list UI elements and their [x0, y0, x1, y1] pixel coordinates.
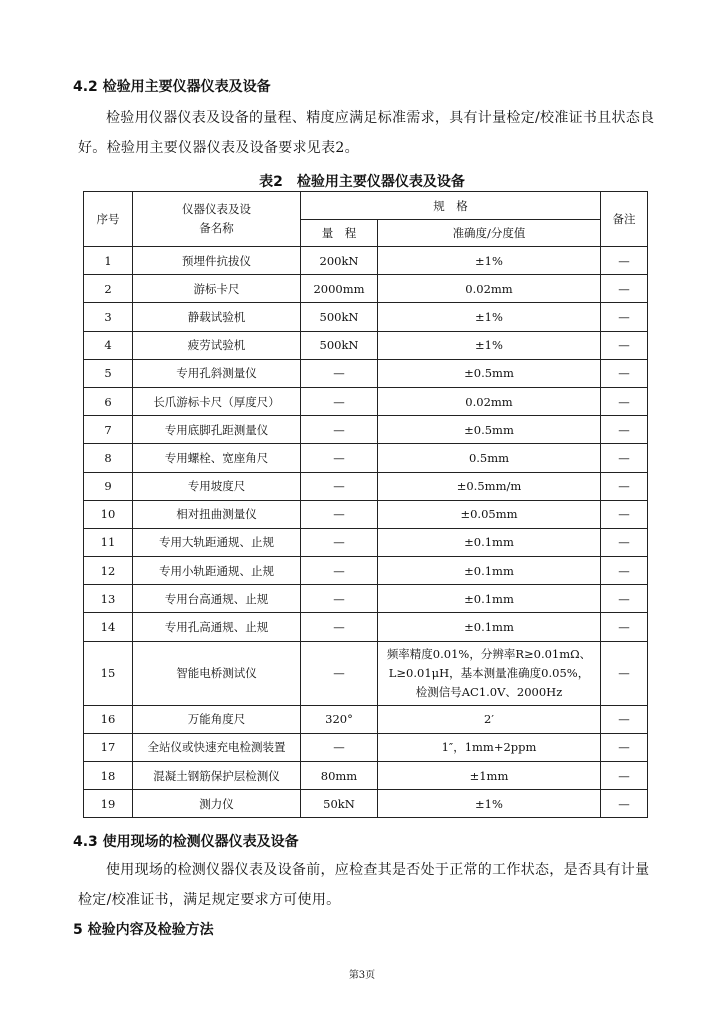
- cell-no: 12: [84, 557, 133, 585]
- precision-line: 检测信号AC1.0V、2000Hz: [415, 684, 563, 699]
- cell-remark: —: [601, 247, 648, 275]
- cell-range: —: [301, 387, 378, 415]
- table-row: [84, 585, 648, 613]
- cell-remark: —: [601, 557, 648, 585]
- cell-precision: ±1%: [378, 331, 601, 359]
- cell-precision: 1″，1mm+2ppm: [378, 733, 601, 761]
- cell-range: —: [301, 472, 378, 500]
- cell-name: 专用小轨距通规、止规: [133, 557, 301, 585]
- cell-remark: —: [601, 613, 648, 641]
- table-caption: 表2 检验用主要仪器仪表及设备: [259, 174, 465, 190]
- cell-no: 10: [84, 500, 133, 528]
- cell-remark: —: [601, 331, 648, 359]
- table-row: [84, 444, 648, 472]
- cell-name: 长爪游标卡尺（厚度尺）: [133, 387, 301, 415]
- cell-range: 320°: [301, 705, 378, 733]
- cell-precision: ±1%: [378, 303, 601, 331]
- cell-remark: —: [601, 303, 648, 331]
- cell-no: 19: [84, 790, 133, 818]
- cell-precision: 2′: [378, 705, 601, 733]
- table-row: [84, 359, 648, 387]
- header-no: 序号: [84, 192, 133, 247]
- cell-range: —: [301, 733, 378, 761]
- cell-no: 14: [84, 613, 133, 641]
- section-heading-4-2: 4.2 检验用主要仪器仪表及设备: [73, 79, 271, 95]
- header-spec: 规 格: [301, 192, 601, 220]
- table-row: [84, 528, 648, 556]
- table-row: [84, 557, 648, 585]
- cell-precision: ±0.1mm: [378, 585, 601, 613]
- cell-remark: —: [601, 416, 648, 444]
- cell-precision: ±1%: [378, 247, 601, 275]
- table-row: [84, 762, 648, 790]
- cell-name: 疲劳试验机: [133, 331, 301, 359]
- section-heading-5: 5 检验内容及检验方法: [73, 922, 214, 938]
- cell-range: 500kN: [301, 303, 378, 331]
- cell-precision: ±0.1mm: [378, 613, 601, 641]
- cell-remark: —: [601, 733, 648, 761]
- header-name: 仪器仪表及设备名称: [133, 192, 301, 247]
- cell-range: —: [301, 528, 378, 556]
- cell-name: 全站仪或快速充电检测装置: [133, 733, 301, 761]
- cell-name: 专用螺栓、宽座角尺: [133, 444, 301, 472]
- page-number: 第3页: [348, 970, 376, 981]
- cell-no: 2: [84, 275, 133, 303]
- cell-name: 游标卡尺: [133, 275, 301, 303]
- cell-range: 500kN: [301, 331, 378, 359]
- table-row: [84, 733, 648, 761]
- cell-name: 混凝土钢筋保护层检测仪: [133, 762, 301, 790]
- cell-range: 2000mm: [301, 275, 378, 303]
- cell-range: 50kN: [301, 790, 378, 818]
- table-row: [84, 472, 648, 500]
- cell-no: 6: [84, 387, 133, 415]
- cell-precision: ±0.1mm: [378, 557, 601, 585]
- cell-range: —: [301, 416, 378, 444]
- cell-range: —: [301, 613, 378, 641]
- table-row: [84, 275, 648, 303]
- cell-no: 13: [84, 585, 133, 613]
- cell-precision: 0.02mm: [378, 387, 601, 415]
- cell-name: 专用底脚孔距测量仪: [133, 416, 301, 444]
- cell-no: 15: [84, 641, 133, 705]
- cell-no: 8: [84, 444, 133, 472]
- table-row: [84, 303, 648, 331]
- header-range: 量 程: [301, 220, 378, 247]
- section-paragraph-4-2: 检验用仪器仪表及设备的量程、精度应满足标准需求，具有计量检定/校准证书且状态良好。检验用主要仪器仪表及设备要求见表2。: [78, 110, 655, 156]
- cell-remark: —: [601, 705, 648, 733]
- section-heading-4-3: 4.3 使用现场的检测仪器仪表及设备: [73, 834, 299, 850]
- cell-precision: ±0.5mm/m: [378, 472, 601, 500]
- cell-name: 专用孔高通规、止规: [133, 613, 301, 641]
- cell-precision: ±0.5mm: [378, 359, 601, 387]
- table-row: [84, 790, 648, 818]
- cell-name: 专用坡度尺: [133, 472, 301, 500]
- instrument-table: [83, 191, 648, 818]
- table-row: [84, 387, 648, 415]
- table-row: [84, 705, 648, 733]
- cell-no: 1: [84, 247, 133, 275]
- section-paragraph-4-3: 使用现场的检测仪器仪表及设备前，应检查其是否处于正常的工作状态，是否具有计量检定/校准证书，满足规定要求方可使用。: [78, 862, 650, 908]
- cell-remark: —: [601, 790, 648, 818]
- cell-remark: —: [601, 387, 648, 415]
- cell-remark: —: [601, 585, 648, 613]
- cell-range: 80mm: [301, 762, 378, 790]
- table-row: [84, 500, 648, 528]
- table-row: [84, 641, 648, 705]
- cell-range: —: [301, 641, 378, 705]
- cell-precision: ±0.5mm: [378, 416, 601, 444]
- cell-no: 11: [84, 528, 133, 556]
- cell-precision: 0.02mm: [378, 275, 601, 303]
- cell-name: 测力仪: [133, 790, 301, 818]
- precision-line: 频率精度0.01%，分辨率R≥0.01mΩ、: [386, 646, 592, 661]
- cell-no: 3: [84, 303, 133, 331]
- cell-precision: ±1%: [378, 790, 601, 818]
- cell-name: 智能电桥测试仪: [133, 641, 301, 705]
- cell-range: —: [301, 444, 378, 472]
- cell-range: 200kN: [301, 247, 378, 275]
- cell-no: 4: [84, 331, 133, 359]
- cell-remark: —: [601, 472, 648, 500]
- cell-no: 17: [84, 733, 133, 761]
- cell-name: 静载试验机: [133, 303, 301, 331]
- cell-range: —: [301, 557, 378, 585]
- header-precision: 准确度/分度值: [378, 220, 601, 247]
- precision-line: L≥0.01μH，基本测量准确度0.05%，: [388, 665, 590, 680]
- cell-remark: —: [601, 762, 648, 790]
- cell-name: 预埋件抗拔仪: [133, 247, 301, 275]
- cell-name: 专用大轨距通规、止规: [133, 528, 301, 556]
- cell-name: 专用台高通规、止规: [133, 585, 301, 613]
- cell-precision: 0.5mm: [378, 444, 601, 472]
- cell-no: 16: [84, 705, 133, 733]
- cell-remark: —: [601, 641, 648, 705]
- table-body: [84, 247, 648, 818]
- cell-no: 5: [84, 359, 133, 387]
- table-row: [84, 613, 648, 641]
- cell-precision: [378, 641, 601, 705]
- cell-no: 7: [84, 416, 133, 444]
- cell-remark: —: [601, 500, 648, 528]
- header-remark: 备注: [601, 192, 648, 247]
- table-row: [84, 416, 648, 444]
- cell-no: 18: [84, 762, 133, 790]
- cell-remark: —: [601, 359, 648, 387]
- cell-precision: ±1mm: [378, 762, 601, 790]
- table-row: [84, 331, 648, 359]
- cell-range: —: [301, 500, 378, 528]
- cell-no: 9: [84, 472, 133, 500]
- cell-name: 万能角度尺: [133, 705, 301, 733]
- cell-precision: ±0.1mm: [378, 528, 601, 556]
- cell-precision: ±0.05mm: [378, 500, 601, 528]
- cell-name: 专用孔斜测量仪: [133, 359, 301, 387]
- table-row: [84, 247, 648, 275]
- cell-range: —: [301, 359, 378, 387]
- cell-name: 相对扭曲测量仪: [133, 500, 301, 528]
- cell-remark: —: [601, 528, 648, 556]
- cell-range: —: [301, 585, 378, 613]
- cell-remark: —: [601, 275, 648, 303]
- cell-remark: —: [601, 444, 648, 472]
